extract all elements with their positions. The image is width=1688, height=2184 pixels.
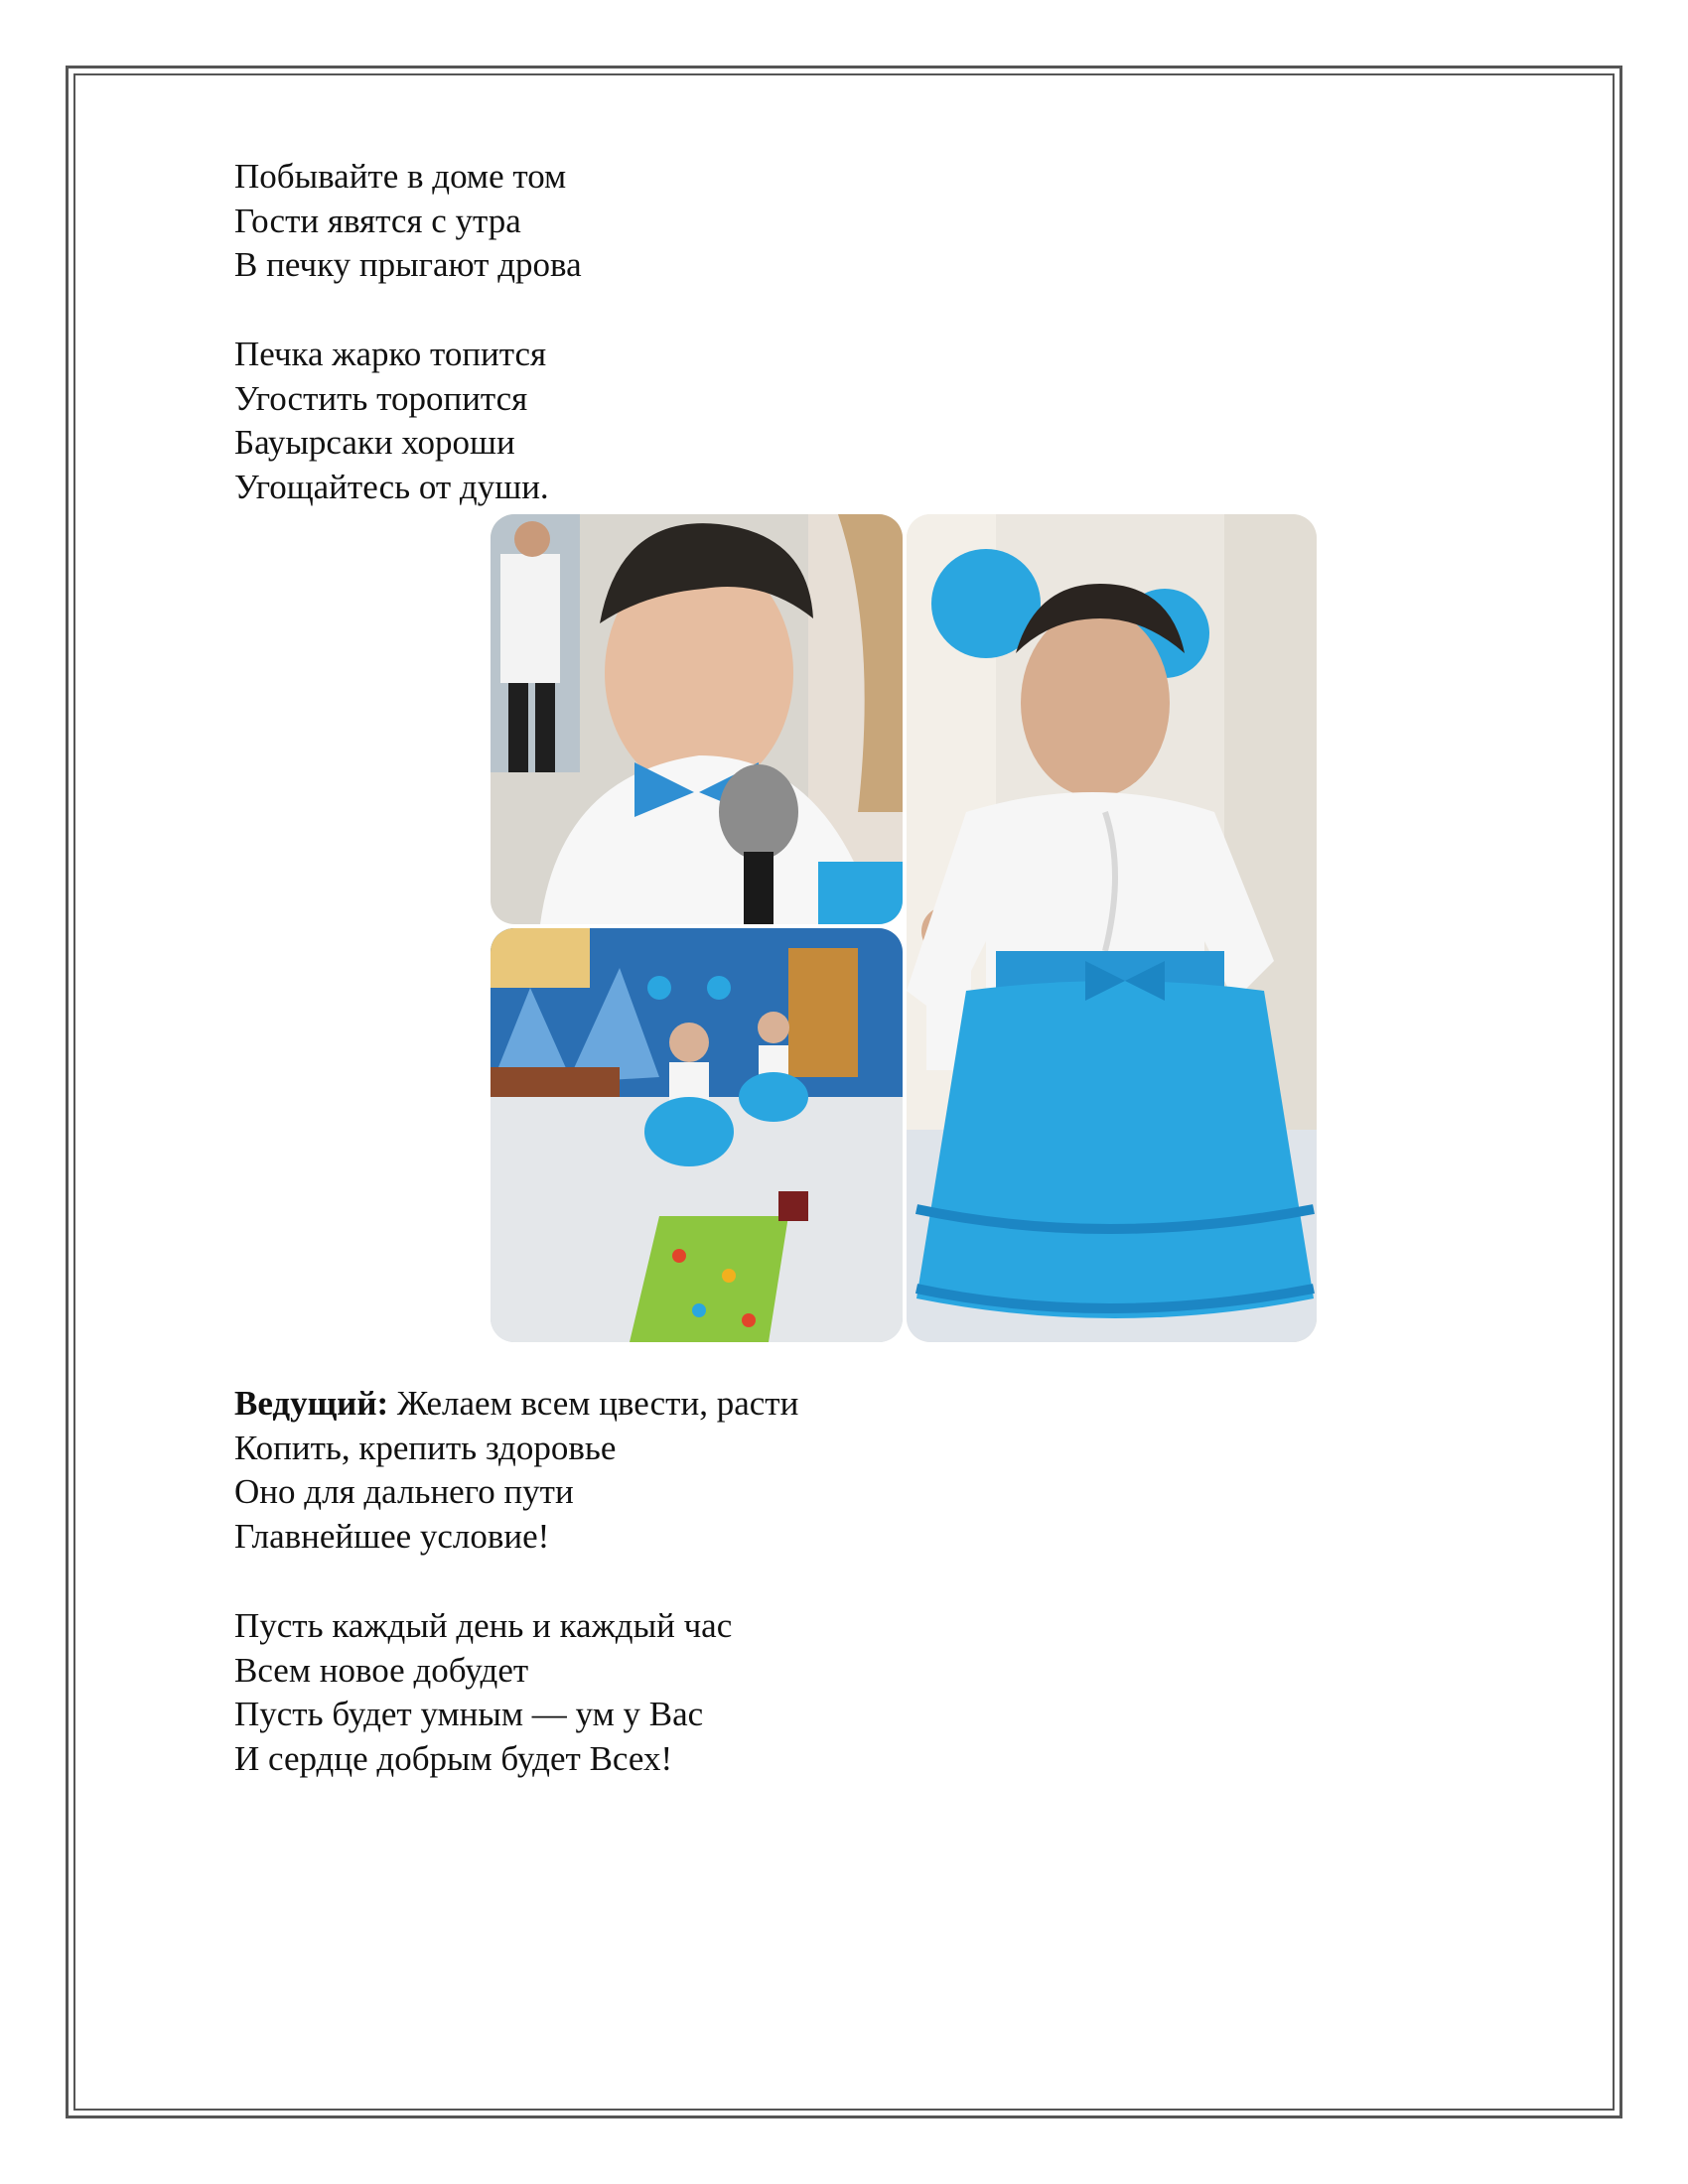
poem-line: Оно для дальнего пути (234, 1472, 574, 1511)
poem-line: В печку прыгают дрова (234, 245, 582, 284)
poem-line (234, 1382, 798, 1427)
photo-boy-microphone (491, 514, 903, 924)
poem-line: Угощайтесь от души. (234, 467, 549, 506)
poem-line: Гости явятся с утра (234, 201, 521, 240)
poem-line-text: Желаем всем цвести, расти (388, 1384, 799, 1423)
poem-line: И сердце добрым будет Всех! (234, 1738, 673, 1778)
speaker-label: Ведущий: (234, 1384, 389, 1423)
poem-line: Пусть каждый день и каждый час (234, 1606, 733, 1645)
poem-line: Копить, крепить здоровье (234, 1428, 617, 1467)
poem-line: Побывайте в доме том (234, 157, 567, 196)
poem-line: Пусть будет умным — ум у Вас (234, 1695, 704, 1733)
photo-girls-carpet (491, 928, 903, 1342)
poem-stanza-1 (234, 155, 582, 288)
poem-line: Бауырсаки хороши (234, 423, 515, 462)
poem-line: Печка жарко топится (234, 335, 547, 373)
photo-collage (491, 514, 1317, 1342)
poem-stanza-2 (234, 333, 549, 509)
photo-girl-blue-skirt (907, 514, 1317, 1342)
poem-line: Угостить торопится (234, 378, 528, 418)
poem-stanza-3 (234, 1382, 798, 1559)
poem-line: Всем новое добудет (234, 1650, 529, 1690)
poem-stanza-4 (234, 1604, 732, 1781)
poem-line: Главнейшее условие! (234, 1516, 550, 1556)
